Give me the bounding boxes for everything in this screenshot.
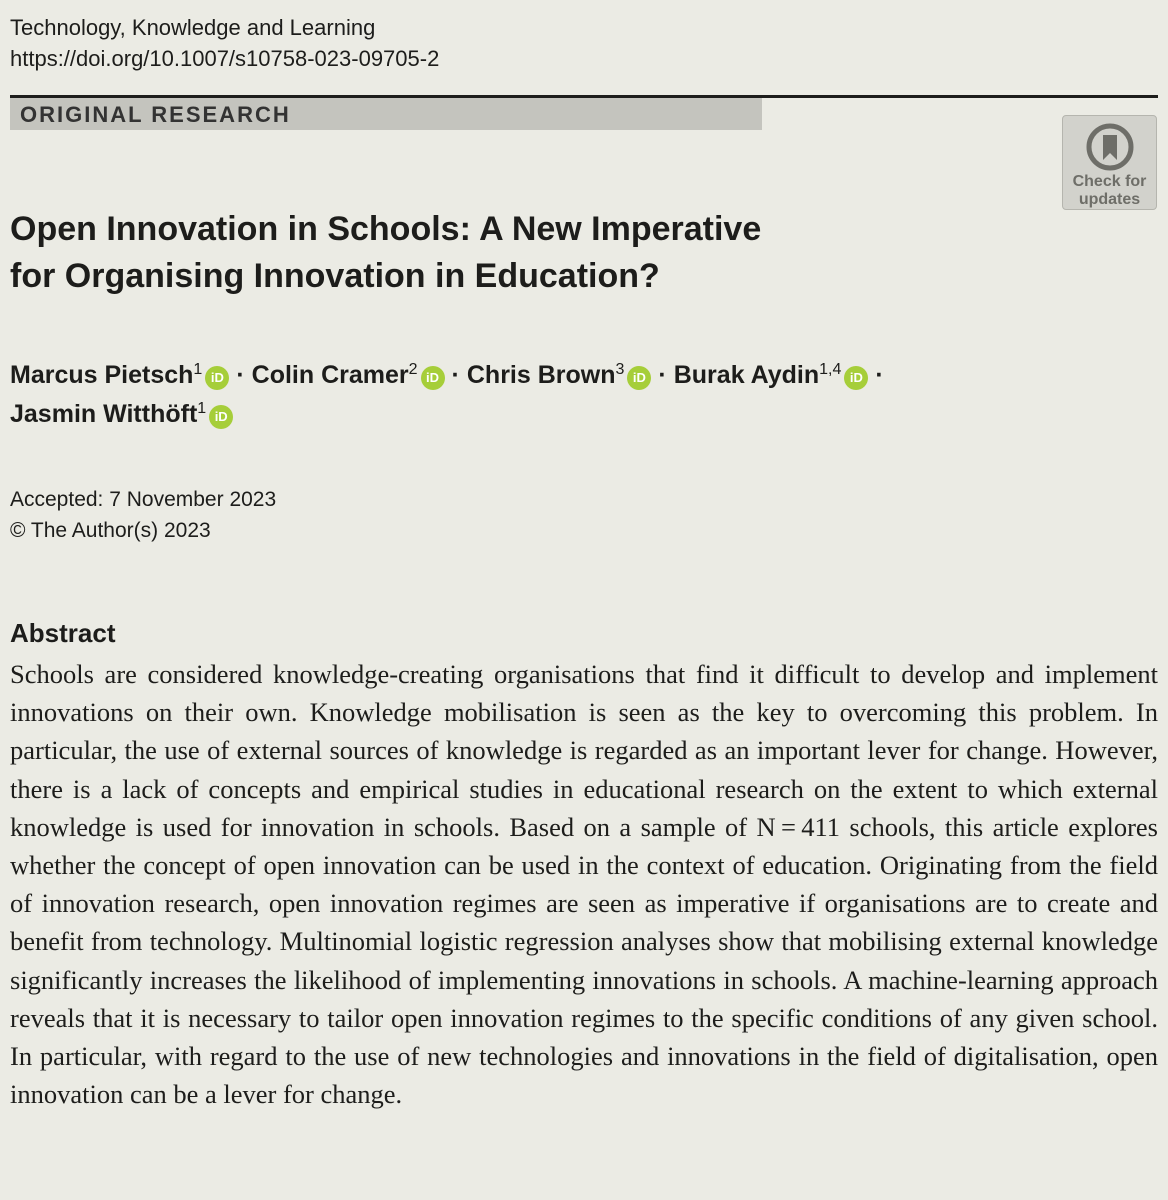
title-line-2: for Organising Innovation in Education? [10,257,660,295]
author-list [10,356,1110,434]
affiliation-marker: 1,4 [819,361,842,378]
accepted-date: Accepted: 7 November 2023 [10,488,277,511]
journal-header [10,12,439,74]
copyright-line: © The Author(s) 2023 [10,519,211,542]
author-separator: · [658,361,667,389]
author-separator: · [236,361,245,389]
affiliation-marker: 1 [193,361,203,378]
author [467,361,652,389]
orcid-icon[interactable]: iD [205,366,229,390]
publication-info [10,484,276,546]
author-separator: · [451,361,460,389]
affiliation-marker: 3 [615,361,625,378]
abstract-text: Schools are considered knowledge-creating organisations that find it difficult to develop and implement innovations on their own. Knowledge mobilisation is seen as the key to overcoming this problem. In particular, the use of external sources of knowledge is regarded as an important lever for change. However, there is a lack of concepts and empirical studies in educational research on the extent to which external knowledge is used for innovation in schools. Based on a sample of N = 411 schools, this article explores whether the concept of open innovation can be used in the context of education. Originating from the field of innovation research, open innovation regimes are seen as imperative if organisations are to create and benefit from technology. Multinomial logistic regression analyses show that mobilising external knowledge significantly increases the likelihood of implementing innovations in schools. A machine-learning approach reveals that it is necessary to tailor open innovation regimes to the specific conditions of any given school. In particular, with regard to the use of new technologies and innovations in the field of digitalisation, open innovation can be a lever for change. [10,659,1158,1110]
orcid-icon[interactable]: iD [209,405,233,429]
author-name[interactable]: Colin Cramer [251,361,409,389]
author [252,361,445,389]
orcid-icon[interactable]: iD [421,366,445,390]
author-name[interactable]: Chris Brown [466,361,616,389]
author-name[interactable]: Burak Aydin [673,361,820,389]
author [10,361,229,389]
author-name[interactable]: Jasmin Witthöft [10,400,198,428]
article-category: ORIGINAL RESEARCH [10,98,762,130]
article-title [10,206,761,300]
journal-name: Technology, Knowledge and Learning [10,15,376,40]
author-name[interactable]: Marcus Pietsch [10,361,194,389]
author [10,400,233,428]
orcid-icon[interactable]: iD [627,366,651,390]
author-separator: · [875,361,884,389]
doi-link[interactable]: https://doi.org/10.1007/s10758-023-09705-2 [10,46,440,71]
abstract-heading: Abstract [10,618,116,648]
check-for-updates-button[interactable] [1062,115,1157,210]
affiliation-marker: 1 [197,400,207,417]
title-line-1: Open Innovation in Schools: A New Imperative [10,210,762,248]
check-updates-line1: Check for [1072,173,1147,190]
affiliation-marker: 2 [408,361,418,378]
author [674,361,869,389]
check-updates-line2: updates [1078,191,1141,208]
orcid-icon[interactable]: iD [844,366,868,390]
bookmark-refresh-icon [1085,122,1135,172]
